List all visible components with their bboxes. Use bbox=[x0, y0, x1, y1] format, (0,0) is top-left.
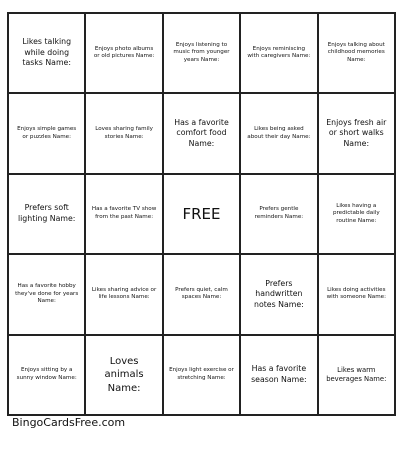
bingo-cell bbox=[318, 335, 395, 415]
bingo-cell-text: Prefers soft lighting Name: bbox=[17, 203, 76, 223]
bingo-cell bbox=[8, 93, 85, 173]
bingo-cell bbox=[85, 93, 162, 173]
bingo-cell-text: Enjoys listening to music from younger years Name: bbox=[173, 41, 230, 63]
bingo-cell-text: Enjoys simple games or puzzles Name: bbox=[17, 126, 77, 140]
bingo-board bbox=[7, 12, 396, 416]
bingo-cell-text: Prefers gentle reminders Name: bbox=[254, 206, 304, 220]
bingo-cell bbox=[240, 174, 317, 254]
bingo-cell bbox=[318, 174, 395, 254]
bingo-cell-text: Enjoys fresh air or short walks Name: bbox=[326, 117, 387, 148]
bingo-cell-text: Loves animals Name: bbox=[104, 355, 144, 394]
bingo-cell-text: Enjoys reminiscing with caregivers Name: bbox=[247, 45, 311, 60]
bingo-cell-text: Likes being asked about their day Name: bbox=[247, 126, 311, 140]
bingo-cell-text: Likes warm beverages Name: bbox=[326, 365, 387, 383]
site-footer: BingoCardsFree.com bbox=[12, 416, 126, 429]
bingo-cell-text: Enjoys talking about childhood memories Name: bbox=[327, 41, 385, 63]
bingo-cell bbox=[85, 254, 162, 334]
bingo-cell-text: Prefers quiet, calm spaces Name: bbox=[175, 286, 228, 301]
bingo-cell bbox=[240, 335, 317, 415]
bingo-cell-text: Prefers handwritten notes Name: bbox=[254, 278, 304, 309]
bingo-cell bbox=[8, 335, 85, 415]
bingo-cell-text: Loves sharing family stories Name: bbox=[95, 126, 153, 140]
bingo-cell bbox=[8, 13, 85, 93]
bingo-cell bbox=[85, 174, 162, 254]
bingo-cell bbox=[8, 174, 85, 254]
bingo-cell-text: Has a favorite season Name: bbox=[251, 364, 307, 384]
bingo-cell-text: Likes talking while doing tasks Name: bbox=[22, 37, 72, 68]
bingo-cell bbox=[318, 93, 395, 173]
bingo-cell-text: Likes doing activities with someone Name: bbox=[326, 286, 387, 301]
bingo-cell bbox=[318, 13, 395, 93]
bingo-cell-text: Has a favorite comfort food Name: bbox=[174, 117, 229, 148]
bingo-cell bbox=[240, 93, 317, 173]
free-space-cell bbox=[163, 174, 240, 254]
bingo-cell bbox=[318, 254, 395, 334]
free-space-label: FREE bbox=[182, 204, 221, 223]
bingo-cell-text: Likes sharing advice or life lessons Name: bbox=[91, 286, 157, 301]
bingo-cell-text: Has a favorite TV show from the past Name: bbox=[91, 206, 157, 220]
bingo-cell bbox=[240, 13, 317, 93]
bingo-cell bbox=[8, 254, 85, 334]
bingo-cell bbox=[85, 13, 162, 93]
bingo-cell bbox=[240, 254, 317, 334]
bingo-cell-text: Enjoys photo albums or old pictures Name: bbox=[93, 45, 155, 60]
bingo-cell bbox=[163, 93, 240, 173]
bingo-cell bbox=[163, 254, 240, 334]
bingo-cell bbox=[85, 335, 162, 415]
bingo-cell bbox=[163, 335, 240, 415]
bingo-cell-text: Likes having a predictable daily routine Name: bbox=[332, 202, 380, 224]
bingo-cell-text: Enjoys sitting by a sunny window Name: bbox=[16, 367, 77, 381]
bingo-cell-text: Has a favorite hobby they've done for years Name: bbox=[15, 283, 79, 305]
bingo-cell-text: Enjoys light exercise or stretching Name: bbox=[169, 367, 234, 381]
bingo-cell bbox=[163, 13, 240, 93]
